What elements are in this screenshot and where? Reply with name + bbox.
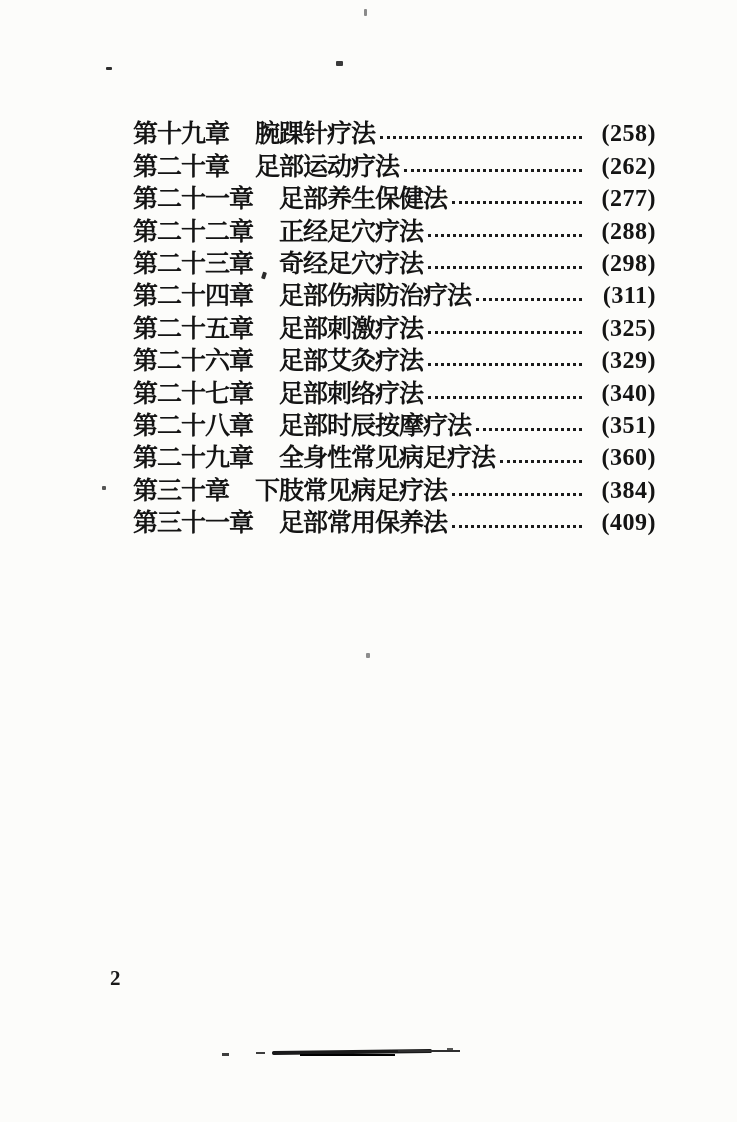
chapter-number: 第二十七章 (133, 379, 254, 408)
toc-entry (133, 441, 656, 473)
page-number: (258) (601, 121, 656, 148)
page-number: (409) (601, 510, 656, 537)
scan-speck (106, 67, 112, 70)
dot-leader (428, 396, 582, 399)
page-number: (384) (601, 477, 656, 504)
toc-entry (133, 409, 656, 441)
dot-leader (428, 266, 582, 269)
chapter-number: 第十九章 (133, 120, 230, 149)
dot-leader (476, 298, 582, 301)
chapter-number: 第二十八章 (133, 411, 254, 440)
toc-entry (133, 279, 656, 311)
chapter-number: 第三十章 (133, 476, 230, 505)
page-number: (311) (602, 283, 656, 310)
chapter-number: 第二十五章 (133, 314, 254, 343)
toc-entry (133, 376, 656, 408)
page-number: (298) (601, 250, 656, 277)
folio-page-number: 2 (110, 966, 121, 990)
chapter-title: 足部常用保养法 (279, 509, 448, 538)
chapter-title: 下肢常见病足疗法 (255, 476, 448, 505)
chapter-title: 足部刺络疗法 (279, 379, 424, 408)
page-number: (360) (601, 445, 656, 472)
dot-leader (452, 493, 582, 496)
dot-leader (428, 363, 582, 366)
chapter-title: 奇经足穴疗法 (279, 249, 424, 278)
toc-entry (133, 214, 656, 246)
chapter-title: 足部伤病防治疗法 (279, 282, 472, 311)
scan-speck (336, 61, 343, 66)
chapter-number: 第二十章 (133, 152, 230, 181)
dot-leader (452, 525, 582, 528)
dot-leader (404, 169, 582, 172)
page-number: (277) (601, 186, 656, 213)
toc-entry (133, 182, 656, 214)
dot-leader (452, 201, 582, 204)
chapter-number: 第二十一章 (133, 185, 254, 214)
dot-leader (380, 136, 582, 139)
scan-speck (366, 653, 370, 658)
chapter-number: 第二十三章 (133, 249, 254, 278)
chapter-title: 足部刺激疗法 (279, 314, 424, 343)
dot-leader (476, 428, 582, 431)
chapter-number: 第二十四章 (133, 282, 254, 311)
dot-leader (500, 460, 582, 463)
toc-entry (133, 506, 656, 538)
scan-speck (102, 486, 106, 490)
toc-entry (133, 311, 656, 343)
scan-smudge (256, 1052, 265, 1054)
chapter-number: 第二十二章 (133, 217, 254, 246)
page-number: (288) (601, 218, 656, 245)
chapter-title: 全身性常见病足疗法 (279, 444, 496, 473)
scan-smudge (222, 1053, 229, 1056)
chapter-title: 足部养生保健法 (279, 185, 448, 214)
chapter-title: 足部艾灸疗法 (279, 347, 424, 376)
chapter-number: 第二十九章 (133, 444, 254, 473)
chapter-title: 正经足穴疗法 (279, 217, 424, 246)
scan-speck (364, 9, 367, 16)
chapter-number: 第二十六章 (133, 347, 254, 376)
scan-smudge (447, 1048, 453, 1050)
chapter-title: 足部运动疗法 (255, 152, 400, 181)
page-number: (262) (601, 153, 656, 180)
toc-entry (133, 117, 656, 149)
dot-leader (428, 234, 582, 237)
page-number: (340) (601, 380, 656, 407)
toc-entry (133, 247, 656, 279)
toc-entry (133, 149, 656, 181)
dot-leader (428, 331, 582, 334)
page-number: (351) (601, 412, 656, 439)
toc-entry (133, 473, 656, 505)
scan-smudge (398, 1050, 460, 1052)
toc-entry (133, 344, 656, 376)
chapter-number: 第三十一章 (133, 509, 254, 538)
scan-smudge (300, 1054, 395, 1056)
table-of-contents (133, 117, 656, 538)
chapter-title: 腕踝针疗法 (255, 120, 376, 149)
page-number: (325) (601, 315, 656, 342)
chapter-title: 足部时辰按摩疗法 (279, 411, 472, 440)
page-number: (329) (601, 348, 656, 375)
